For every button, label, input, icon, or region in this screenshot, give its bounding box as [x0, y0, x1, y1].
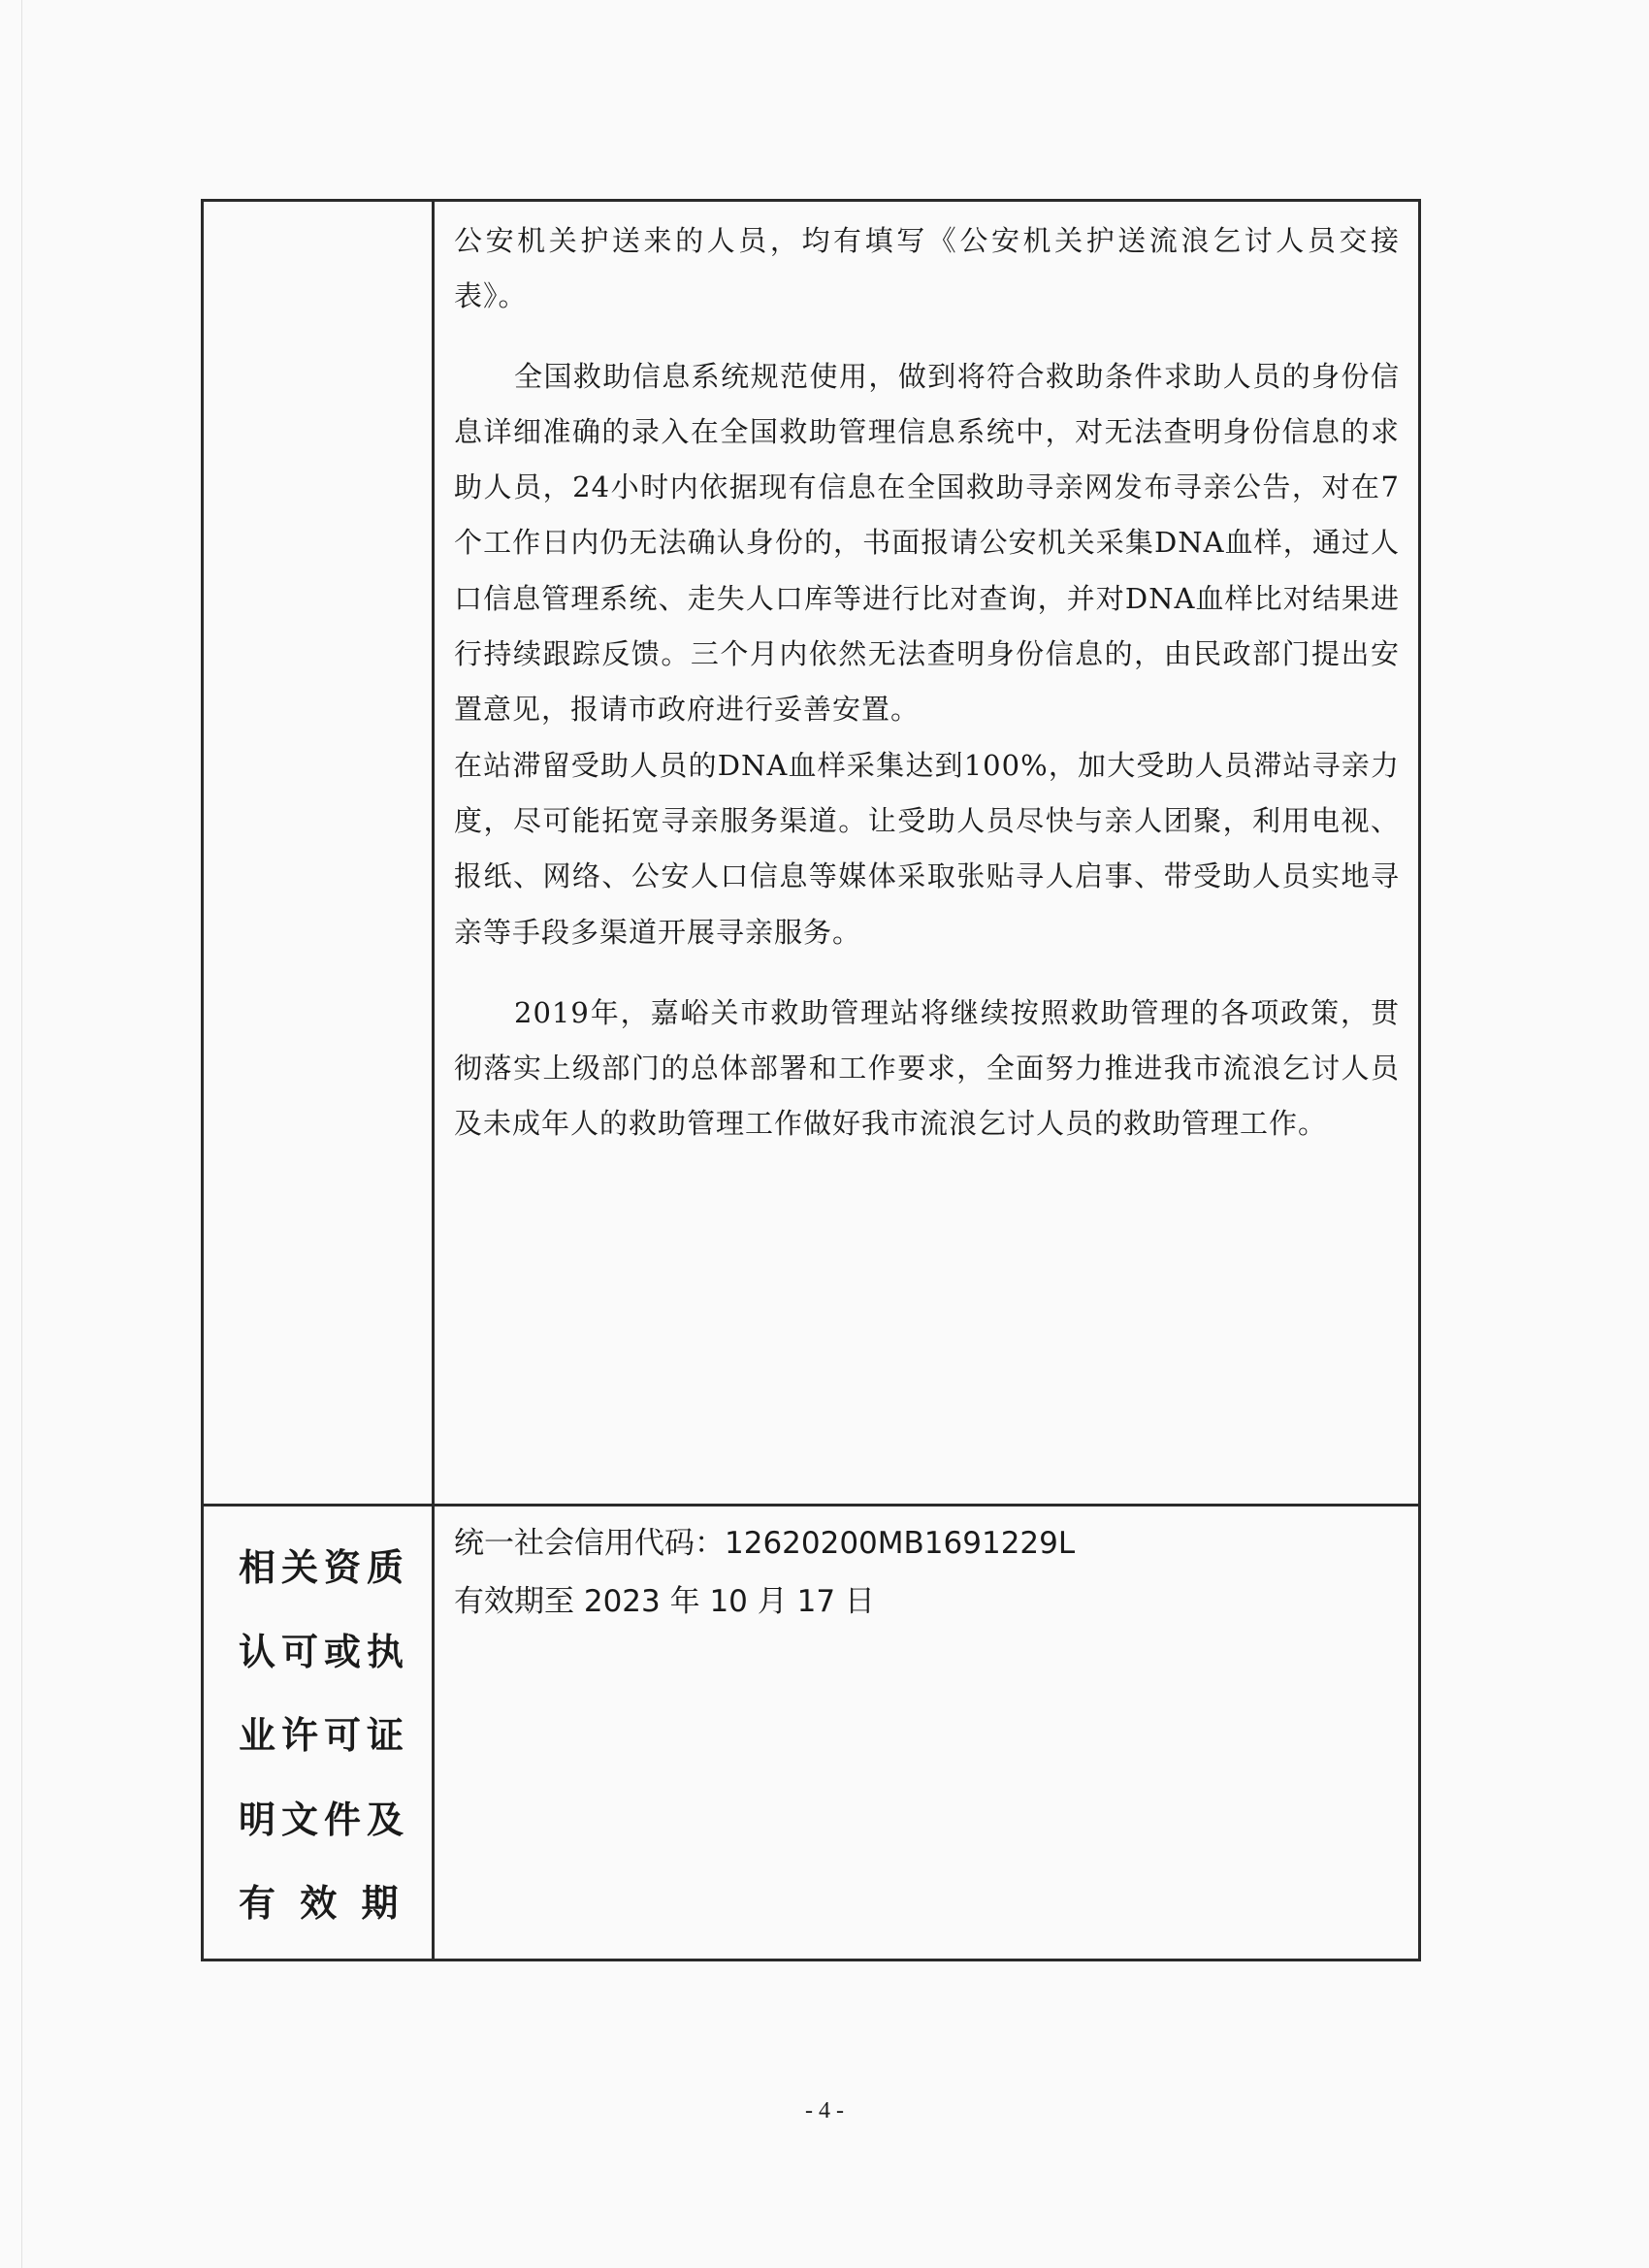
qualification-label-line-1: 相关资质 — [239, 1545, 410, 1589]
qualification-label-line-3: 业许可证 — [239, 1713, 410, 1757]
paragraph-2019-plan: 2019年，嘉峪关市救助管理站将继续按照救助管理的各项政策，贯彻落实上级部门的总体部署和工作要求，全面努力推进我市流浪乞讨人员及未成年人的救助管理工作做好我市流浪乞讨人员的救助管理工作。 — [454, 995, 1400, 1141]
paragraph-info-system: 全国救助信息系统规范使用，做到将符合救助条件求助人员的身份信息详细准确的录入在全国救助管理信息系统中，对无法查明身份信息的求助人员，24小时内依据现有信息在全国救助寻亲网发布寻亲公告，对在7个工作日内仍无法确认身份的，书面报请公安机关采集DNA血样，通过人口信息管理系统、走失人口库等进行比对查询，并对DNA血样比对结果进行持续跟踪反馈。三个月内依然无法查明身份信息的，由民政部门提出安置意见，报请市政府进行妥善安置。 — [454, 359, 1400, 727]
qualification-label-cell — [204, 1507, 432, 1961]
page-number: - 4 - — [805, 2098, 844, 2123]
qualification-label-line-2: 认可或执 — [239, 1630, 410, 1673]
scan-edge — [21, 0, 22, 2268]
form-table — [201, 199, 1421, 1961]
qualification-label-line-4: 明文件及 — [239, 1798, 410, 1841]
credit-code: 统一社会信用代码：12620200MB1691229L — [454, 1526, 1076, 1561]
work-content-cell — [454, 213, 1400, 1152]
qualification-value-cell — [454, 1514, 1400, 1631]
validity-date: 有效期至 2023 年 10 月 17 日 — [454, 1584, 875, 1619]
column-divider — [432, 202, 435, 1959]
qualification-label-line-5: 有 效 期 — [239, 1881, 404, 1925]
paragraph-escort-records: 公安机关护送来的人员，均有填写《公安机关护送流浪乞讨人员交接表》。 — [454, 224, 1400, 313]
paragraph-family-search: 在站滞留受助人员的DNA血样采集达到100%，加大受助人员滞站寻亲力度，尽可能拓宽寻亲服务渠道。让受助人员尽快与亲人团聚，利用电视、报纸、网络、公安人口信息等媒体采取张贴寻人启事、带受助人员实地寻亲等手段多渠道开展寻亲服务。 — [454, 748, 1400, 949]
